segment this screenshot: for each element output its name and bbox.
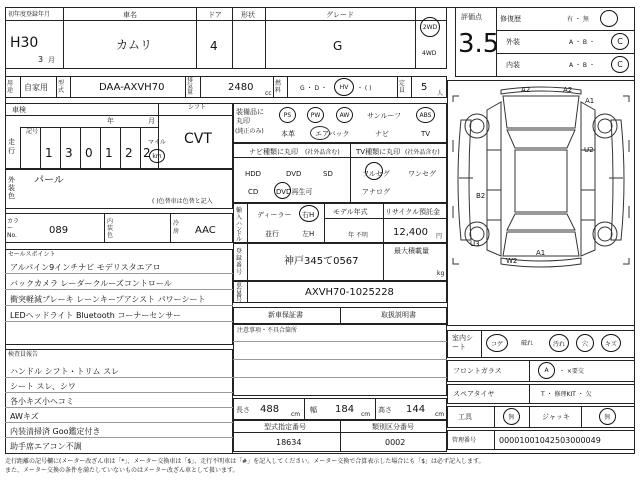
handle-label: ハンドル xyxy=(236,221,243,243)
mileage-digit-5: 2 xyxy=(125,146,133,160)
fuel-label: 燃料 xyxy=(275,80,282,94)
diagram-mark-a1-top: A1 xyxy=(585,97,595,105)
mileage-digit-2: 3 xyxy=(65,146,73,160)
exterior-opts: A ・ B ・ xyxy=(569,39,595,46)
windshield-a-circle xyxy=(538,362,555,379)
jack-label: ジャッキ xyxy=(542,413,570,421)
doors-label: ドア xyxy=(208,11,222,19)
sales-point-4: LEDヘッドライト Bluetooth コーナーセンサー xyxy=(10,311,182,320)
equip-sunroof: サンルーフ xyxy=(367,112,402,120)
interior-grade-circle xyxy=(611,56,629,73)
chassis-number: AXVH70-1025228 xyxy=(305,287,394,298)
height-label: 高さ xyxy=(378,406,392,414)
repair-circle xyxy=(600,10,618,27)
windshield-rest: ・ ×要交 xyxy=(559,368,584,375)
drive-4wd: 4WD xyxy=(422,50,437,57)
equip-abs: ABS xyxy=(419,111,432,119)
color-no-value: 089 xyxy=(49,225,69,236)
usage-label: 用途 xyxy=(7,80,14,94)
shift-label: シフト xyxy=(188,104,207,111)
repair-label: 修復歴 xyxy=(500,15,521,23)
interior-label: 内装 xyxy=(506,61,520,69)
chassis-label: 車台番号 xyxy=(236,282,243,304)
month-unit: 月 xyxy=(48,56,55,64)
nav-dvd: DVD xyxy=(286,170,302,178)
capacity-value: 5 xyxy=(421,82,428,93)
tv-fullseg: フルセグ xyxy=(362,170,390,178)
shape-label: 形状 xyxy=(241,11,255,19)
doors-value: 4 xyxy=(210,39,218,53)
car-diagram xyxy=(447,80,635,326)
warranty-label: 新車保証書 xyxy=(268,311,303,319)
car-name-label: 車名 xyxy=(123,11,137,19)
equip-ps: PS xyxy=(283,111,292,119)
inspector-label: 検査員報告 xyxy=(8,351,39,358)
reg-number: 神戸345て0567 xyxy=(284,256,359,267)
first-reg-month: 3 xyxy=(38,55,44,64)
equip-airbag-circle xyxy=(310,126,330,140)
max-load-label: 最大積載量 xyxy=(394,247,429,255)
capacity-unit: 人 xyxy=(437,90,444,97)
drive-2wd-circle xyxy=(420,17,440,37)
nav-dvd-play: DVD再生可 xyxy=(276,188,313,196)
seat-koge: コゲ xyxy=(490,340,503,348)
tv-fullseg-circle xyxy=(365,162,383,180)
mgmt-label: 管理番号 xyxy=(452,437,477,444)
seat-scratch-circle xyxy=(601,334,621,352)
vehicle-inspection-month: 月 xyxy=(148,117,155,125)
mileage-digit-4: 1 xyxy=(105,146,113,160)
inspector-note-6: 助手席エアコン不調 xyxy=(10,442,82,451)
diagram-mark-a2-left: A2 xyxy=(521,86,531,94)
grade-value: G xyxy=(333,39,343,53)
seat-stain: 汚れ xyxy=(552,340,565,348)
diagram-mark-a1-bottom: A1 xyxy=(536,249,546,257)
first-reg-year: H30 xyxy=(10,35,39,51)
interior-grade: C xyxy=(617,60,623,69)
model-label: 型式 xyxy=(58,80,65,94)
model-year-label: モデル年式 xyxy=(333,208,368,216)
exterior-label: 外装 xyxy=(506,38,520,46)
ac-value: AAC xyxy=(195,225,216,236)
equip-pw: PW xyxy=(310,111,321,119)
score-value: 3.5 xyxy=(458,29,500,59)
seat-hole: 穴 xyxy=(581,340,588,348)
nav-sub: (社外品含む) xyxy=(305,149,340,156)
length-value: 488 xyxy=(260,404,280,415)
grade-label: グレード xyxy=(326,11,354,19)
handle-right: 右H xyxy=(302,211,315,219)
height-value: 144 xyxy=(406,404,426,415)
length-label: 長さ xyxy=(236,406,250,414)
import-parallel: 並行 xyxy=(265,230,279,238)
equip-airbag: エアバック xyxy=(315,130,350,138)
sales-point-label: セールスポイント xyxy=(8,251,56,258)
seat-tear: 破れ xyxy=(521,340,534,347)
shift-value: CVT xyxy=(184,131,212,147)
model-year-unit: 年 不明 xyxy=(348,232,368,239)
tools-label: 工具 xyxy=(458,413,472,421)
exterior-grade-circle xyxy=(611,33,629,50)
drive-2wd: 2WD xyxy=(422,23,438,31)
import-label: 輸入 xyxy=(236,207,243,221)
equip-leather: 本革 xyxy=(281,130,295,138)
tools-none-circle xyxy=(503,408,520,425)
fuel-hv: HV xyxy=(339,83,349,91)
nav-sd: SD xyxy=(323,170,333,178)
windshield-a: A xyxy=(544,367,549,374)
height-unit: cm xyxy=(435,411,445,418)
handle-right-circle xyxy=(299,205,319,222)
recycle-unit: 円 xyxy=(436,233,443,240)
fuel-rest: ・ ( ) xyxy=(357,85,372,92)
handle-left: 左H xyxy=(302,230,315,238)
equip-pw-circle xyxy=(307,107,324,123)
unit-mile: マイル xyxy=(148,139,166,146)
width-value: 184 xyxy=(335,404,355,415)
diagram-mark-w2: W2 xyxy=(506,257,518,265)
usage-value: 自家用 xyxy=(24,83,48,92)
cc-unit: cc xyxy=(265,90,272,97)
class-value: 0002 xyxy=(385,438,406,447)
notice-box xyxy=(233,324,447,396)
seat-label: 室内シート xyxy=(452,334,473,351)
tv-oneseg: ワンセグ xyxy=(408,170,436,178)
equip-ps-circle xyxy=(279,107,296,123)
type-value: 18634 xyxy=(276,438,302,447)
windshield-label: フロントガラス xyxy=(453,367,502,375)
sales-point-2: バックカメラ レーダークルーズコントロール xyxy=(10,279,172,288)
equipment-sub: (純正のみ) xyxy=(235,128,264,135)
footer-line-1: 走行距離の記号欄に(メーター改ざん車は「*」、メーター交換車は「$」、走行不明車は「#」を記入してください。メーター交換で合算表示した場合にも「$」は必ず記入します。 xyxy=(5,458,485,465)
unit-km: km xyxy=(152,152,162,160)
type-label: 型式指定番号 xyxy=(264,423,306,431)
vehicle-inspection-label: 車検 xyxy=(12,106,26,114)
max-load-unit: kg xyxy=(437,270,445,277)
model-value: DAA-AXVH70 xyxy=(99,82,165,93)
tv-title: TV種類に丸印 xyxy=(356,148,401,156)
nav-dvd-play-circle xyxy=(274,182,291,199)
equip-aw-circle xyxy=(336,107,353,123)
tv-sub: (社外品含む) xyxy=(405,149,440,156)
import-dealer: ディーラー xyxy=(257,211,292,219)
mileage-digit-6: 2 xyxy=(143,146,151,160)
diagram-mark-u2: U2 xyxy=(584,146,594,154)
tv-analog: アナログ xyxy=(362,188,390,196)
spare-label: スペアタイヤ xyxy=(453,390,495,398)
displacement-label: 排気量 xyxy=(187,77,194,96)
inspector-note-1: ハンドル シフト・トリム スレ xyxy=(10,367,120,376)
spec-row xyxy=(5,76,447,98)
manual-label: 取扱説明書 xyxy=(381,311,416,319)
diagram-mark-u3: U3 xyxy=(470,240,480,248)
car-name: カムリ xyxy=(116,38,153,52)
recycle-label: リサイクル預託金 xyxy=(385,208,441,216)
color-note: ( )色替車は色替と記入 xyxy=(152,198,213,205)
inspector-note-2: シート スレ、シワ xyxy=(10,382,76,391)
color-no-label: カラーNo. xyxy=(7,218,20,239)
jack-none-circle xyxy=(599,408,616,425)
footer-line-2: また、メーター交換の条件を満たしていないものはメーター改ざん車として扱います。 xyxy=(5,467,239,474)
equipment-label: 装備品に丸印 xyxy=(236,108,264,125)
record-label: 記号 xyxy=(26,128,39,135)
equip-navi: ナビ xyxy=(375,130,389,138)
sales-point-3: 衝突軽減ブレーキ レーンキープアシスト パワーシート xyxy=(10,295,206,304)
equip-abs-circle xyxy=(416,107,435,123)
mileage-digit-3: 0 xyxy=(85,146,93,160)
reg-label: 登録番号 xyxy=(236,248,243,276)
notice-label: 注意事項・不具合箇所 xyxy=(237,327,298,334)
class-label: 類別区分番号 xyxy=(372,423,414,431)
fuel-opts: G ・ D ・ xyxy=(300,85,327,92)
equip-tv: TV xyxy=(421,130,431,138)
capacity-label: 定員 xyxy=(399,80,406,94)
mileage-digit-1: 1 xyxy=(45,146,53,160)
seat-scratch: キズ xyxy=(605,340,617,348)
mgmt-number: 00001001042503000049 xyxy=(499,436,601,445)
repair-opts: 有 ・ 無 xyxy=(567,16,589,23)
vehicle-inspection-year: 年 xyxy=(107,117,114,125)
interior-color-label: 内装色 xyxy=(107,218,114,239)
displacement-value: 2480 xyxy=(228,82,254,93)
exterior-grade: C xyxy=(617,37,623,46)
seat-hole-circle xyxy=(576,334,594,352)
color-value: パール xyxy=(34,175,64,186)
diagram-mark-b2: B2 xyxy=(476,192,486,200)
header-row xyxy=(5,7,447,69)
travel-label: 走行 xyxy=(8,138,15,155)
score-label: 評価点 xyxy=(461,13,482,21)
length-unit: cm xyxy=(291,411,301,418)
inspector-note-4: AWキズ xyxy=(10,412,39,421)
unit-km-circle xyxy=(149,149,165,163)
width-unit: cm xyxy=(361,411,371,418)
fuel-hv-circle xyxy=(334,78,354,96)
inspector-note-3: 各小キズ小ヘコミ xyxy=(10,397,74,406)
interior-opts: A ・ B ・ xyxy=(569,62,595,69)
spare-opts: T ・ 修理KIT ・ 欠 xyxy=(541,391,592,398)
sales-point-1: アルパイン9インチナビ モデリスタエアロ xyxy=(10,263,161,272)
recycle-value: 12,400 xyxy=(393,227,428,238)
nav-cd: CD xyxy=(248,188,259,196)
tools-none: 無 xyxy=(508,414,515,421)
seat-stain-circle xyxy=(549,334,569,352)
first-reg-label: 初年度登録年月 xyxy=(8,11,51,18)
equip-aw: AW xyxy=(339,111,350,119)
color-label: 外装色 xyxy=(8,176,15,200)
width-label: 幅 xyxy=(310,406,317,414)
nav-hdd: HDD xyxy=(245,170,262,178)
inspector-note-5: 内装清掃済 Goo鑑定付き xyxy=(10,427,101,436)
ac-label: 冷房 xyxy=(173,220,180,235)
diagram-mark-a2-right: A2 xyxy=(563,86,573,94)
jack-none: 無 xyxy=(604,414,611,421)
seat-koge-circle xyxy=(486,334,508,352)
nav-title: ナビ種類に丸印 xyxy=(249,148,298,156)
